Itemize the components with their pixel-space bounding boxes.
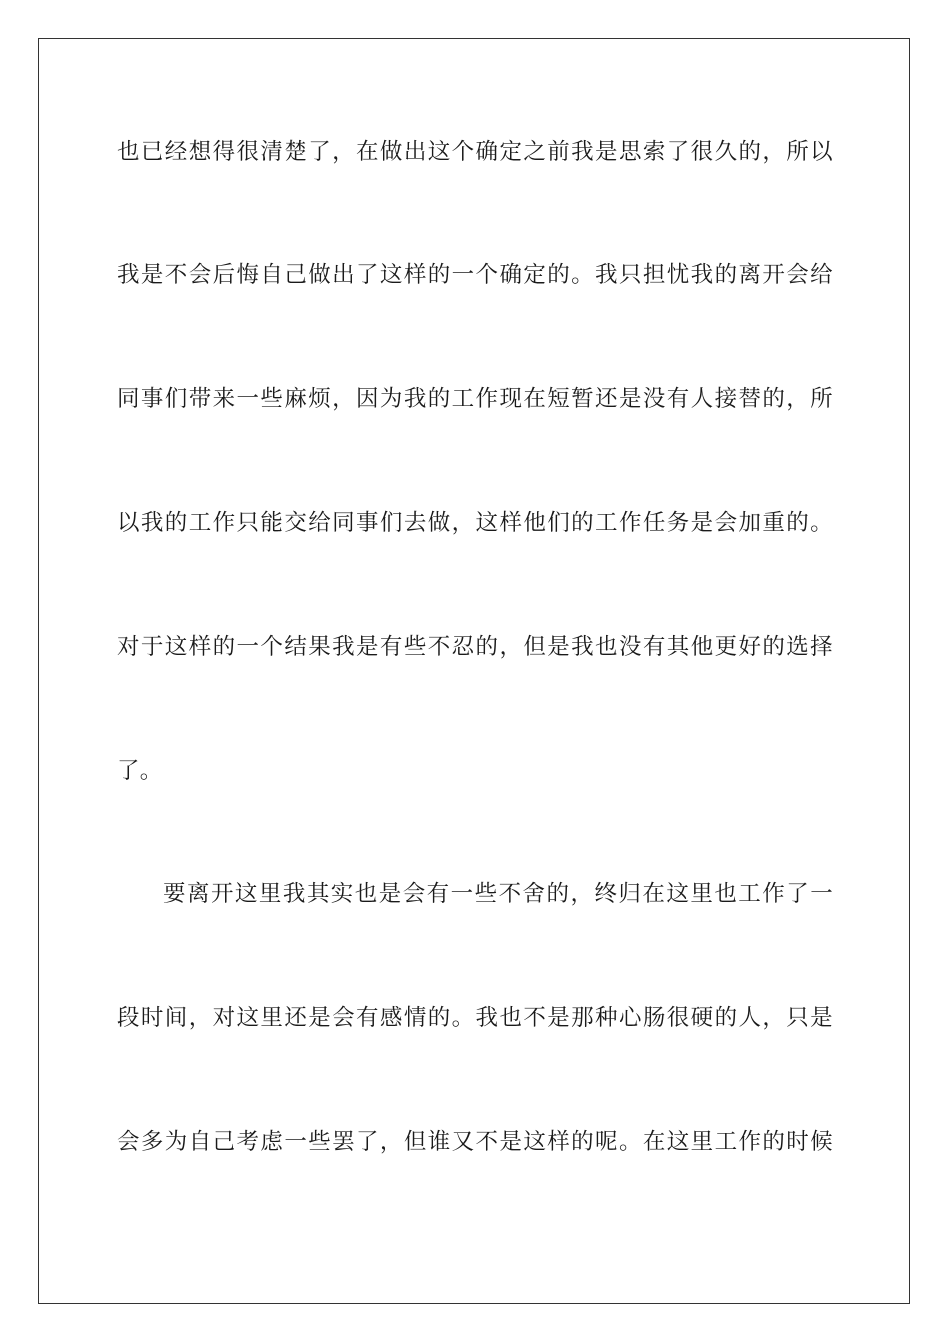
text-line-9: 会多为自己考虑一些罢了，但谁又不是这样的呢。在这里工作的时候 xyxy=(117,1129,833,1155)
text-line-5: 对于这样的一个结果我是有些不忍的，但是我也没有其他更好的选择 xyxy=(117,634,833,660)
text-line-3: 同事们带来一些麻烦，因为我的工作现在短暂还是没有人接替的，所 xyxy=(117,386,833,412)
text-line-8: 段时间，对这里还是会有感情的。我也不是那种心肠很硬的人，只是 xyxy=(117,1005,833,1031)
text-line-7-paragraph-start: 要离开这里我其实也是会有一些不舍的，终归在这里也工作了一 xyxy=(163,881,833,907)
text-line-4: 以我的工作只能交给同事们去做，这样他们的工作任务是会加重的。 xyxy=(117,510,833,536)
text-line-2: 我是不会后悔自己做出了这样的一个确定的。我只担忧我的离开会给 xyxy=(117,262,833,288)
text-line-6: 了。 xyxy=(117,758,163,784)
text-line-1: 也已经想得很清楚了，在做出这个确定之前我是思索了很久的，所以 xyxy=(117,139,833,165)
page-frame xyxy=(38,38,910,1304)
